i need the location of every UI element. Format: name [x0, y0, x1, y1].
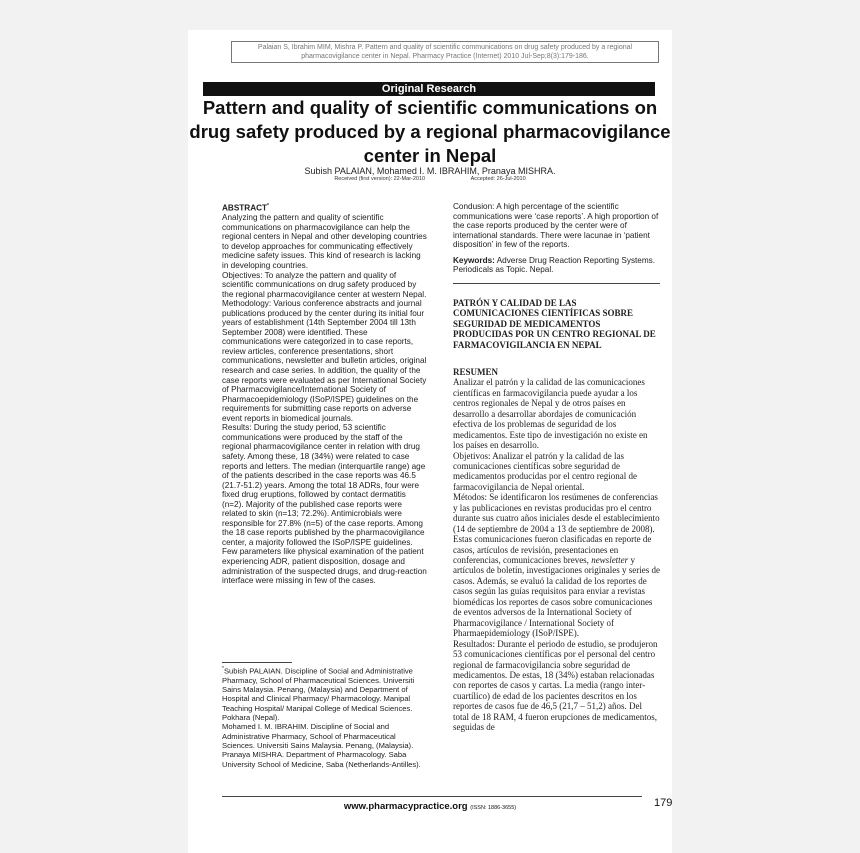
right-column [453, 202, 660, 733]
spanish-methods-em: newsletter [591, 555, 629, 566]
abstract-objectives: Objectives: To analyze the pattern and quality of scientific communications on drug safety produced by the regional pharmacovigilance center at western Nepal. [222, 270, 427, 299]
section-label: Original Research [203, 82, 655, 96]
abstract-conclusion: Condusion: A high percentage of the scientific communications were ‘case reports’. A high proportion of the case reports produced by the center were of international standards. There were lacunae in ‘patient disposition’ in few of the reports. [453, 202, 659, 250]
spanish-methods-a: Métodos: Se identificaron los resúmenes de conferencias y las publicaciones en revistas producidas pro el centro durante sus cuatro años iniciales desde el establecimiento (14 de septiembre de 2004 a 13 de septiembre de 2008). Estas comunicaciones fueron clasificadas en reporte de casos, artículos de revisión, presentaciones en conferencias, comunicaciones breves, [453, 492, 660, 566]
footnote-author1 [222, 665, 428, 722]
footer-url[interactable]: www.pharmacypractice.org [343, 801, 468, 812]
footnote-divider [222, 662, 292, 663]
dates-line [188, 176, 672, 183]
article-page [188, 30, 672, 853]
abstract-heading [222, 202, 428, 213]
spanish-title: PATRÓN Y CALIDAD DE LAS COMUNICACIONES CIENTÍFICAS SOBRE SEGURIDAD DE MEDICAMENTOS PRODUCIDAS POR UN CENTRO REGIONAL DE FARMACOVIGILANCIA EN NEPAL [453, 297, 656, 350]
abstract-methodology: Methodology: Various conference abstracts and journal publications produced by the center during its initial four years of establishment (14th September 2004 till 13th September 2008) were identified. These communications were categorized in to case reports, review articles, conference presentations, short communications, newsletter and bulletin articles, original research and case series. In addition, the quality of the case reports were evaluated as per International Society of Pharmacovigilance/International Society of Pharmacoepidemiology (ISoP/ISPE) guidelines on the requirements for submitting case reports on adverse event reports in biomedical journals. [222, 299, 427, 423]
footnote-marker: * [222, 666, 224, 672]
spanish-methods [453, 492, 660, 638]
footnote-author1-text: Subish PALAIAN. Discipline of Social and Administrative Pharmacy, School of Pharmaceutical Sciences. Universiti Sains Malaysia. Penang, (Malaysia) and Department of Hospital and Clinical Pharmacy/ Pharmacology. Manipal Teaching Hospital/ Manipal College of Medical Sciences. Pokhara (Nepal). [222, 666, 415, 723]
footnote-author2: Mohamed I. M. IBRAHIM. Discipline of Social and Administrative Pharmacy, School of Pharmaceutical Sciences. Universiti Sains Malaysia. Penang, (Malaysia). [222, 722, 414, 750]
received-date: Received (first version): 22-Mar-2010 [334, 176, 426, 182]
citation-box: Palaian S, Ibrahim MIM, Mishra P. Pattern and quality of scientific communications on drug safety produced by a regional pharmacovigilance center in Nepal. Pharmacy Practice (Internet) 2010 Jul-Sep;8(3):179-186. [231, 41, 659, 63]
column-divider [453, 283, 660, 284]
keywords-text: Adverse Drug Reaction Reporting Systems. Periodicals as Topic. Nepal. [453, 255, 656, 275]
keywords [453, 256, 660, 275]
spanish-results: Resultados: Durante el periodo de estudio, se produjeron 53 comunicaciones científicas por el personal del centro regional de farmacovigilancia sobre seguridad de medicamentos. De estas, 18 (34%) estaban relacionadas con reportes de casos y cartas. La media (rango inter-cuartílico) de edad de los pacientes descritos en los reportes de casos fue de 46,5 (21,7 – 51,2) años. Del total de 18 RAM, 4 fueron erupciones de medicamentos, seguidas de [453, 638, 658, 733]
abstract-intro: Analyzing the pattern and quality of scientific communications on pharmacovigilance can help the regional centers in Nepal and other developing countries to develop approaches for communicating effectively medicine safety issues. This kind of research is lacking in developing countries. [222, 213, 427, 271]
footer-divider [222, 796, 642, 797]
spanish-intro: Analizar el patrón y la calidad de las comunicaciones científicas en farmacovigilancia puede ayudar a los centros regionales de Nepal y de otros países en desarrollo a desarrollar abordajes de comunicación efectiva de los problemas de seguridad de los medicamentos. Este tipo de investigación no existe en los países en desarrollo. [453, 377, 648, 451]
author-footnote [222, 665, 428, 769]
page-number: 179 [654, 797, 673, 809]
spanish-heading: RESUMEN [453, 367, 499, 378]
article-title: Pattern and quality of scientific communications on drug safety produced by a regional pharmacovigilance center in Nepal [189, 97, 671, 166]
footer-issn: (ISSN: 1886-3655) [470, 805, 517, 811]
abstract-column [222, 202, 428, 586]
footnote-author3: Pranaya MISHRA. Department of Pharmacology. Saba University School of Medicine, Saba (Netherlands-Antilles). [222, 750, 421, 769]
abstract-results: Results: During the study period, 53 scientific communications were produced by the staff of the regional pharmacovigilance center in relation with drug safety. Among these, 18 (34%) were related to case reports and letters. The median (interquartile range) age of the patients described in the case reports was 46.5 (21.7-51.2) years. Among the total 18 ADRs, four were fixed drug eruptions, followed by contact dermatitis (n=2). Majority of the published case reports were related to skin (n=13; 72.2%). Antimicrobials were responsible for 27.8% (n=5) of the case reports. Among the 18 case reports published by the pharmacovigilance center, a majority followed the ISoP/ISPE guidelines. Few parameters like physical examination of the patient experiencing ADR, patient disposition, dosage and administration of the suspected drugs, and drug-reaction interface were missing in few of the cases. [222, 423, 427, 586]
footer-site [188, 801, 672, 812]
author-line: Subish PALAIAN, Mohamed I. M. IBRAHIM, Pranaya MISHRA. [304, 166, 556, 176]
spanish-objectives: Objetivos: Analizar el patrón y la calidad de las comunicaciones científicas sobre seguridad de medicamentos producidas por el centro regional de farmacovigilancia de Nepal oriental. [453, 450, 637, 492]
footnote-marker: * [267, 203, 269, 209]
abstract-heading-text: ABSTRACT [222, 203, 268, 213]
keywords-label: Keywords: [453, 255, 495, 265]
spanish-methods-b: y artículos de boletín, investigaciones originales y series de casos. Además, se evaluó la calidad de los reportes de casos según las guías requisitos para enviar a revistas biomédicas los reportes de casos sobre comunicaciones de eventos adversos de la International Society of Pharmacovigilance / International Society of Pharmaepidemiology (ISoP/ISPE). [453, 555, 660, 639]
accepted-date: Accepted: 26-Jul-2010 [470, 176, 526, 182]
